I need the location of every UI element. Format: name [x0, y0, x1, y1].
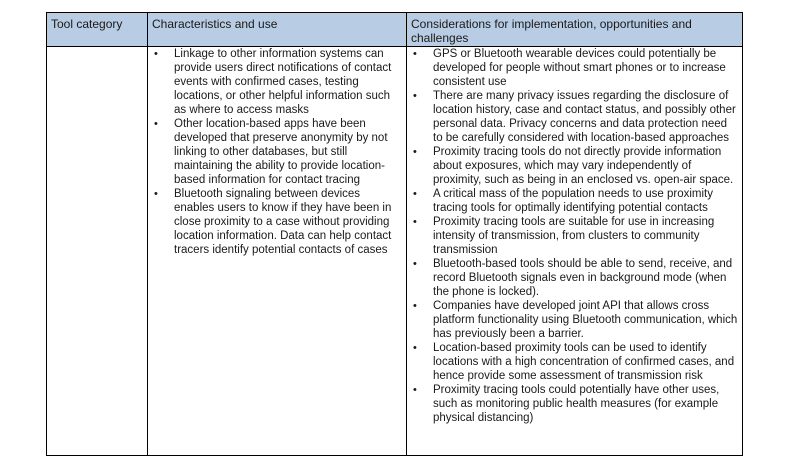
bullet-icon: •: [413, 90, 417, 102]
bullet-icon: •: [413, 146, 417, 158]
table-header-row: [47, 13, 743, 47]
list-item-text: GPS or Bluetooth wearable devices could potentially be developed for people without smart phones or to increase consistent use: [433, 48, 726, 88]
list-item-text: Bluetooth-based tools should be able to send, receive, and record Bluetooth signals even in background mode (when the phone is locked).: [433, 258, 733, 298]
bullet-icon: •: [413, 384, 417, 396]
list-item: [148, 187, 406, 257]
list-item: [407, 145, 742, 187]
list-item-text: Other location-based apps have been developed that preserve anonymity by not linking to other databases, but still maintaining the ability to provide location-based information for contact tracing: [174, 118, 388, 186]
list-item-text: There are many privacy issues regarding the disclosure of location history, case and contact status, and possibly other personal data. Privacy concerns and data protection need to be carefully considered with location-based approaches: [433, 90, 736, 144]
header-tool-category: Tool category: [47, 13, 148, 47]
cell-characteristics: [148, 47, 407, 456]
list-item: [407, 341, 742, 383]
list-item-text: Companies have developed joint API that allows cross platform functionality using Bluetooth communication, which has previously been a barrier.: [433, 300, 738, 340]
header-considerations: Considerations for implementation, opportunities and challenges: [407, 13, 743, 47]
cell-considerations: [407, 47, 743, 456]
bullet-icon: •: [154, 48, 158, 60]
list-item: [148, 47, 406, 117]
bullet-icon: •: [154, 188, 158, 200]
list-item-text: Linkage to other information systems can provide users direct notifications of contact events with confirmed cases, testing locations, or other helpful information such as where to access masks: [174, 48, 392, 116]
bullet-icon: •: [154, 118, 158, 130]
list-item: [407, 383, 742, 425]
bullet-icon: •: [413, 258, 417, 270]
considerations-list: [407, 47, 742, 425]
bullet-icon: •: [413, 342, 417, 354]
list-item: [148, 117, 406, 187]
cell-tool-category: [47, 47, 148, 456]
list-item-text: Proximity tracing tools could potentially have other uses, such as monitoring public health measures (for example physical distancing): [433, 384, 720, 424]
table-row: [47, 47, 743, 456]
list-item-text: Proximity tracing tools do not directly provide information about exposures, which may vary independently of proximity, such as being in an enclosed vs. open-air space.: [433, 146, 734, 186]
characteristics-list: [148, 47, 406, 257]
bullet-icon: •: [413, 216, 417, 228]
list-item-text: Bluetooth signaling between devices enables users to know if they have been in close proximity to a case without providing location information. Data can help contact tracers identify potential contacts of cases: [174, 188, 392, 256]
list-item: [407, 47, 742, 89]
tools-table: [46, 12, 743, 456]
list-item-text: A critical mass of the population needs to use proximity tracing tools for optimally identifying potential contacts: [433, 188, 713, 214]
list-item: [407, 187, 742, 215]
list-item-text: Location-based proximity tools can be used to identify locations with a high concentration of confirmed cases, and hence provide some assessment of transmission risk: [433, 342, 735, 382]
list-item: [407, 299, 742, 341]
bullet-icon: •: [413, 188, 417, 200]
bullet-icon: •: [413, 300, 417, 312]
list-item: [407, 257, 742, 299]
bullet-icon: •: [413, 48, 417, 60]
list-item: [407, 89, 742, 145]
header-characteristics: Characteristics and use: [148, 13, 407, 47]
list-item-text: Proximity tracing tools are suitable for use in increasing intensity of transmission, from clusters to community transmission: [433, 216, 715, 256]
list-item: [407, 215, 742, 257]
